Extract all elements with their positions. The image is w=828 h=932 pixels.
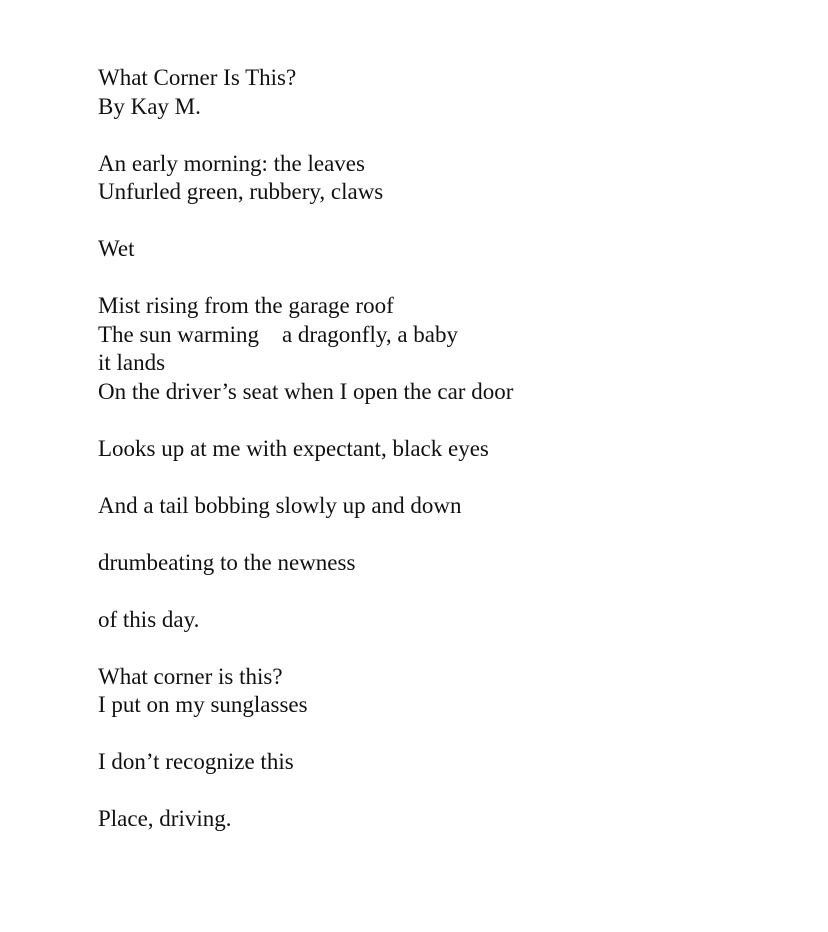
poem-line: The sun warming a dragonfly, a baby <box>98 321 459 347</box>
stanza-gap <box>98 634 798 663</box>
stanza-gap <box>98 463 798 492</box>
poem-document <box>98 64 798 834</box>
poem-line: Place, driving. <box>98 806 232 831</box>
poem-line: drumbeating to the newness <box>98 549 356 575</box>
poem-line: Unfurled green, rubbery, claws <box>98 179 384 204</box>
stanza-gap <box>98 264 798 293</box>
poem-line: On the driver’s seat when I open the car door <box>98 378 514 404</box>
stanza-gap <box>98 777 798 806</box>
poem-line: What corner is this? <box>98 663 283 689</box>
poem-author: By Kay M. <box>98 93 201 119</box>
stanza-gap <box>98 577 798 606</box>
poem-line: I don’t recognize this <box>98 749 294 774</box>
poem-line: it lands <box>98 350 166 375</box>
poem-line: of this day. <box>98 606 200 632</box>
stanza-gap <box>98 520 798 549</box>
stanza-gap <box>98 406 798 435</box>
stanza-gap <box>98 121 798 150</box>
stanza-gap <box>98 207 798 236</box>
stanza-gap <box>98 720 798 749</box>
poem-line: Looks up at me with expectant, black eyes <box>98 435 489 461</box>
poem-title: What Corner Is This? <box>98 65 297 90</box>
poem-line: Mist rising from the garage roof <box>98 293 394 318</box>
poem-line: An early morning: the leaves <box>98 150 365 176</box>
poem-line: I put on my sunglasses <box>98 692 308 717</box>
poem-line: And a tail bobbing slowly up and down <box>98 492 462 518</box>
poem-line: Wet <box>98 236 135 261</box>
